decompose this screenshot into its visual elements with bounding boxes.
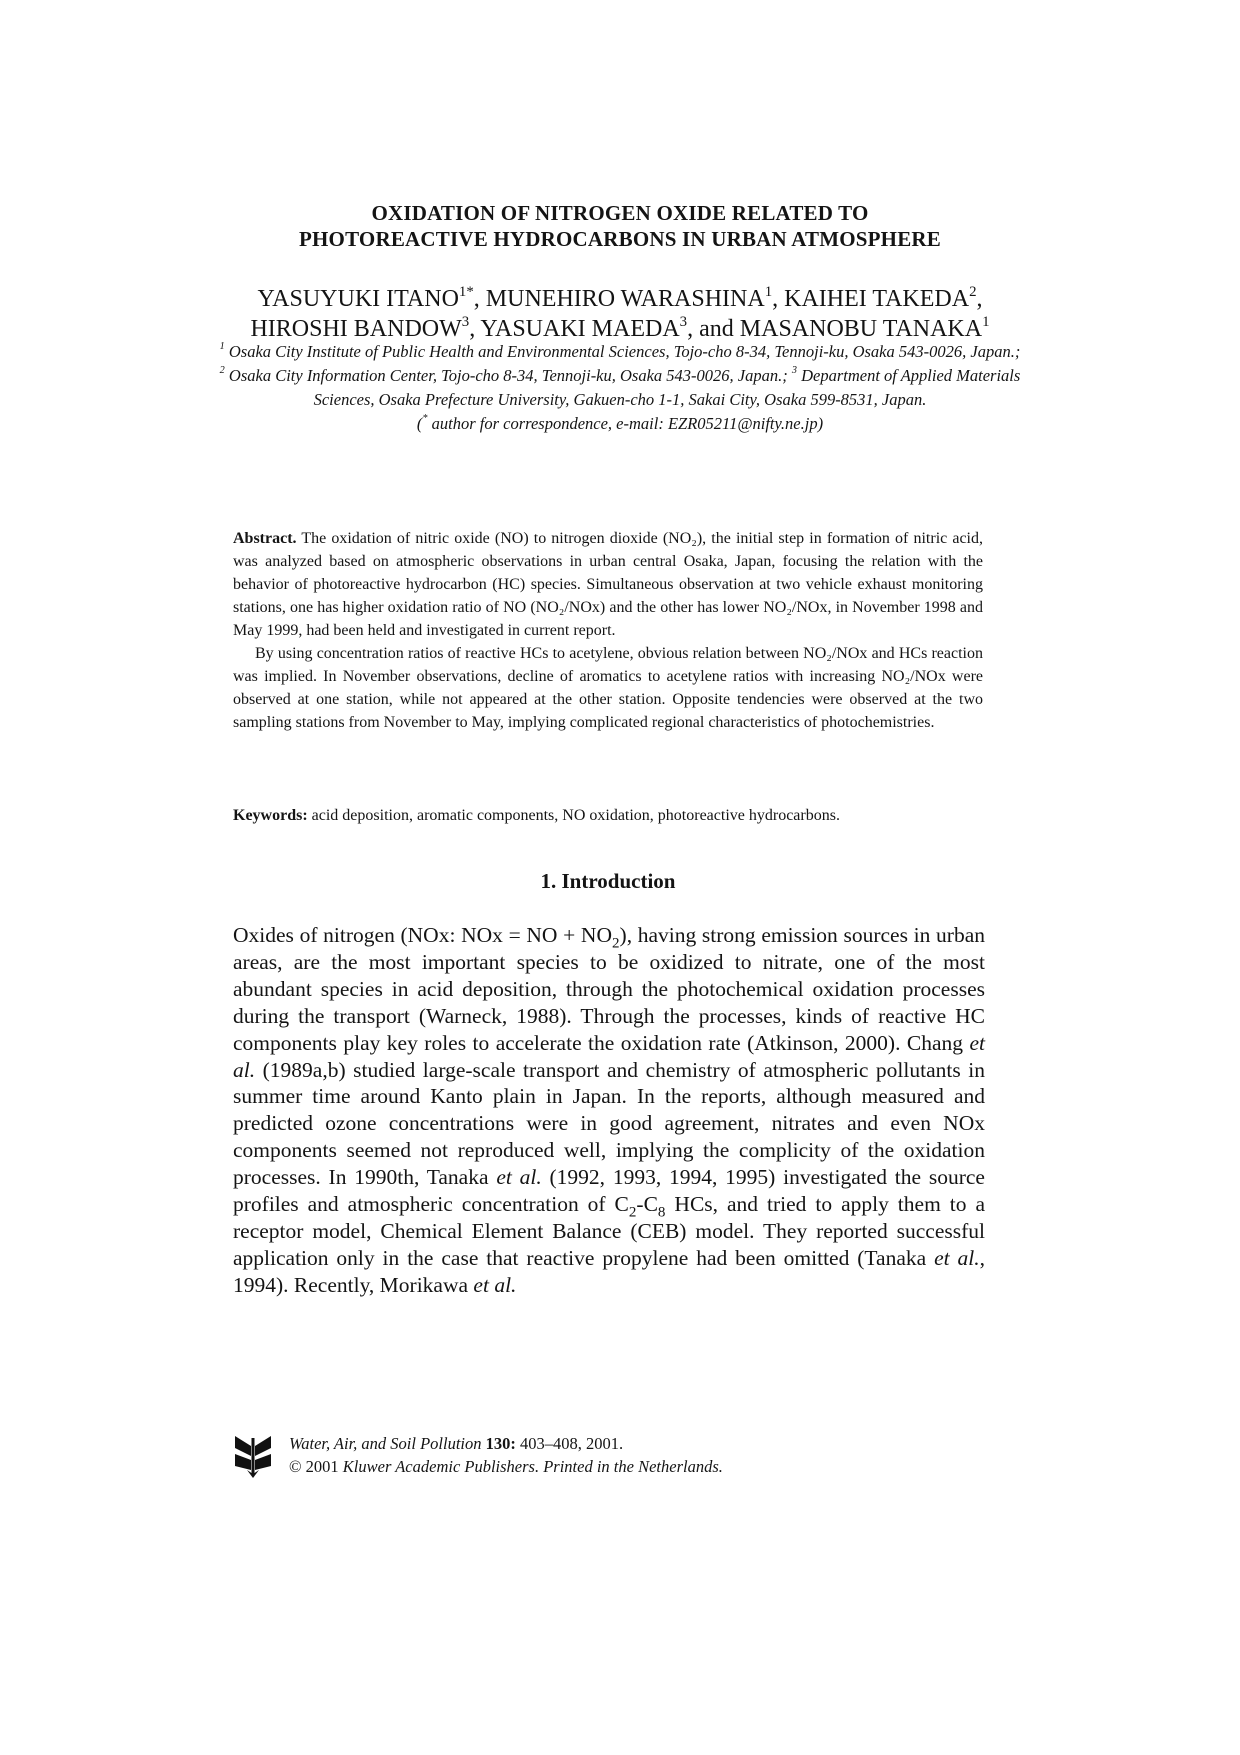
intro-text: (1989a,b) studied large-scale transport and chemistry of atmospheric pollutants in summer time around Kanto plain in Japan. In the reports, although measured and predicted ozone concentrations were in good agreement, nitrates and even NOx components seemed not reproduced well, implying the complicity of the oxidation processes. In 1990th, Tanaka	[233, 1057, 985, 1190]
intro-subscript: 2	[628, 1204, 637, 1221]
abstract-text: The oxidation of nitric oxide (NO) to nitrogen dioxide (NO₂), the initial step in formation of nitric acid, was analyzed based on atmospheric observations in urban central Osaka, Japan, focusing the relation with the behavior of photoreactive hydrocarbon (HC) species. Simultaneous observation at two vehicle exhaust monitoring stations, one has higher oxidation ratio of NO (NO₂/NOx) and the other has lower NO₂/NOx, in November 1998 and May 1999, had been held and investigated in current report.	[233, 530, 983, 639]
paper-title	[200, 200, 1040, 252]
intro-text: (1992, 1993, 1994, 1995) investigated the source profiles and atmospheric concentration of C	[233, 1165, 985, 1217]
author-affiliation-mark: 1	[982, 313, 990, 330]
affiliations	[200, 340, 1040, 436]
intro-subscript: 8	[657, 1204, 666, 1221]
correspondence-line: (* author for correspondence, e-mail: EZR05211@nifty.ne.jp)	[416, 413, 824, 433]
journal-pages-year: 403–408, 2001.	[520, 1434, 624, 1453]
intro-text: -C	[636, 1192, 658, 1217]
section-title: Introduction	[561, 869, 676, 893]
section-heading	[233, 868, 983, 894]
author-affiliation-mark: 3	[461, 313, 470, 330]
affiliation-text: Osaka City Information Center, Tojo-cho 8-34, Tennoji-ku, Osaka 543-0026, Japan.;	[228, 366, 788, 385]
affiliation-number: 1	[219, 341, 225, 353]
author-name: YASUYUKI ITANO	[257, 286, 459, 312]
author-name: KAIHEI TAKEDA	[784, 286, 970, 312]
intro-text: , 1994). Recently, Morikawa	[233, 1245, 985, 1297]
journal-volume: 130:	[485, 1434, 516, 1453]
author-name: HIROSHI BANDOW	[250, 316, 462, 342]
author-list	[200, 284, 1040, 344]
intro-text: ), having strong emission sources in urban areas, are the most important species to be oxidized to nitrate, one of the most abundant species in acid deposition, through the photochemical oxidation processes during the transport (Warneck, 1988). Through the processes, kinds of reactive HC components play key roles to accelerate the oxidation rate (Atkinson, 2000). Chang	[233, 923, 985, 1055]
intro-et-al: et al.	[496, 1165, 542, 1190]
affiliation-number: 2	[219, 365, 225, 377]
journal-line	[289, 1432, 723, 1455]
author-affiliation-mark: 2	[969, 283, 977, 300]
introduction-paragraph	[233, 922, 985, 1299]
intro-text: Oxides of nitrogen (NOx: NOx = NO + NO	[233, 923, 612, 947]
copyright-line	[289, 1455, 723, 1478]
title-line-2: PHOTOREACTIVE HYDROCARBONS IN URBAN ATMOSPHERE	[299, 227, 941, 251]
intro-et-al: et al.	[473, 1272, 517, 1297]
abstract-label: Abstract.	[233, 530, 297, 547]
abstract	[233, 527, 983, 734]
keywords-label: Keywords:	[233, 807, 308, 824]
affiliation-text: Osaka City Institute of Public Health and Environmental Sciences, Tojo-cho 8-34, Tennoji-ku, Osaka 543-0026, Japan.;	[228, 342, 1021, 361]
intro-et-al: et al.	[233, 1030, 985, 1082]
author-line-2: HIROSHI BANDOW$^3$, YASUAKI MAEDA$^3$, and MASANOBU TANAKA$^1$	[250, 313, 990, 342]
keywords	[233, 804, 983, 827]
correspondence-mark: *	[422, 413, 428, 425]
author-name: YASUAKI MAEDA	[480, 316, 680, 342]
section-number: 1.	[540, 869, 557, 893]
affiliation-line	[200, 364, 1040, 412]
journal-name: Water, Air, and Soil Pollution	[289, 1434, 482, 1453]
correspondence-text: author for correspondence, e-mail: EZR05211@nifty.ne.jp	[431, 414, 818, 433]
author-name: MUNEHIRO WARASHINA	[485, 286, 765, 312]
abstract-paragraph-1	[233, 527, 983, 642]
author-joiner: and	[699, 316, 734, 342]
intro-text: HCs, and tried to apply them to a receptor model, Chemical Element Balance (CEB) model. They reported successful application only in the case that reactive propylene had been omitted (Tanaka	[233, 1192, 985, 1270]
kluwer-logo-icon	[233, 1434, 273, 1480]
author-affiliation-mark: 3	[679, 313, 688, 330]
affiliation-number: 3	[791, 365, 797, 377]
author-affiliation-mark: 1	[764, 283, 773, 300]
keywords-text: acid deposition, aromatic components, NO oxidation, photoreactive hydrocarbons.	[311, 807, 840, 824]
publisher-name: Kluwer Academic Publishers. Printed in the Netherlands.	[342, 1457, 723, 1476]
title-line-1: OXIDATION OF NITROGEN OXIDE RELATED TO	[371, 201, 869, 225]
author-line-1: YASUYUKI $ITANO^{1*}$, MUNEHIRO WARASHINA$^1$, KAIHEI TAKEDA$^2$,	[257, 283, 983, 312]
copyright-year: 2001	[305, 1457, 339, 1476]
affiliation-text: Department of Applied Materials Sciences, Osaka Prefecture University, Gakuen-cho 1-1, Sakai City, Osaka 599-8531, Japan.	[313, 366, 1021, 409]
author-affiliation-mark: 1*	[458, 283, 474, 300]
footer-citation	[289, 1432, 723, 1478]
publication-footer	[233, 1432, 933, 1492]
copyright-symbol: ©	[289, 1457, 302, 1476]
affiliation-line	[200, 340, 1040, 364]
author-name: MASANOBU TANAKA	[739, 316, 983, 342]
intro-et-al: et al.	[934, 1245, 980, 1270]
intro-subscript: 2	[612, 935, 620, 952]
abstract-paragraph-2: By using concentration ratios of reactive HCs to acetylene, obvious relation between NO₂/NOx and HCs reaction was implied. In November observations, decline of aromatics to acetylene ratios with increasing NO₂/NOx were observed at one station, while not appeared at the other station. Opposite tendencies were observed at the two sampling stations from November to May, implying complicated regional characteristics of photochemistries.	[233, 645, 983, 731]
